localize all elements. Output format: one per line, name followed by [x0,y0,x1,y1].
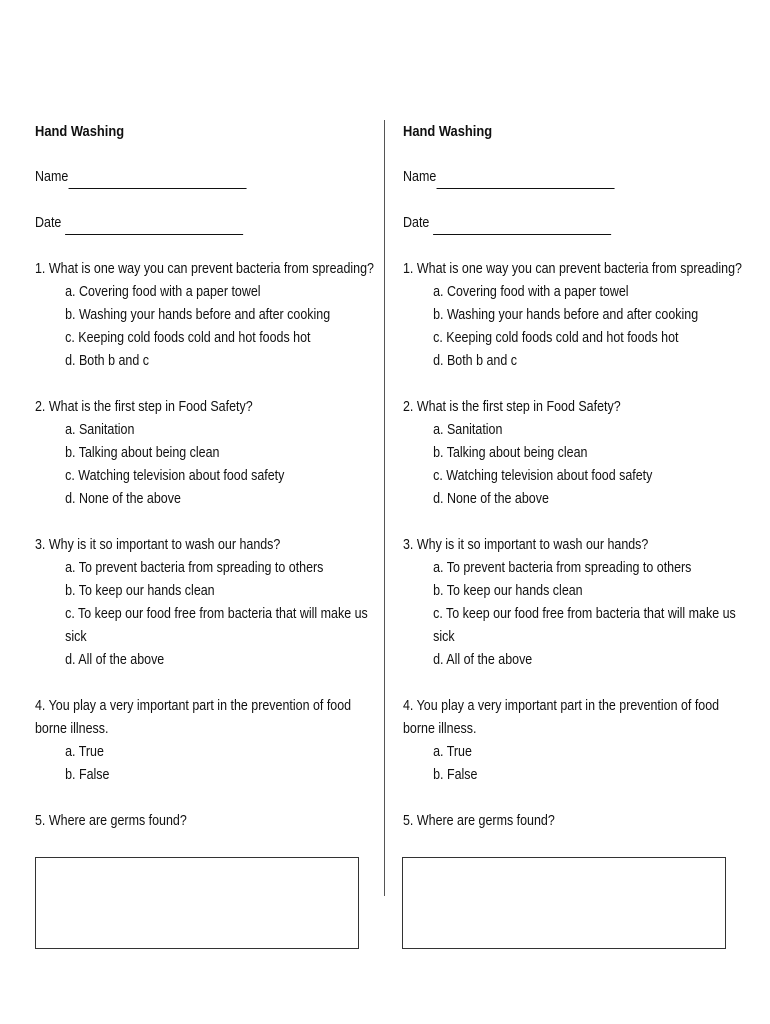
worksheet-title: Hand Washing [35,123,125,140]
answer-options [403,281,747,373]
option-c[interactable]: c. Keeping cold foods cold and hot foods hot [433,330,679,346]
answer-options [35,557,379,672]
option-c[interactable]: c. Keeping cold foods cold and hot foods hot [65,330,311,346]
date-line[interactable] [65,218,243,235]
option-b[interactable]: b. False [65,767,110,783]
option-a[interactable]: a. Sanitation [433,422,503,438]
answer-options [35,741,379,787]
question-text: 2. What is the first step in Food Safety? [35,399,253,415]
question-text: 1. What is one way you can prevent bacteria from spreading? [403,261,742,277]
option-d[interactable]: d. Both b and c [433,353,517,369]
answer-options [35,419,379,511]
worksheet-left [35,120,379,856]
question-2 [35,396,379,511]
answer-box[interactable] [35,857,359,949]
option-c[interactable]: c. To keep our food free from bacteria that will make us sick [65,606,368,645]
question-text: 4. You play a very important part in the prevention of food borne illness. [35,698,352,737]
question-4 [35,695,379,787]
option-a[interactable]: a. True [65,744,104,760]
question-3 [403,534,747,672]
option-b[interactable]: b. To keep our hands clean [65,583,215,599]
option-d[interactable]: d. All of the above [65,652,165,668]
name-label: Name [35,169,69,185]
answer-options [403,419,747,511]
option-d[interactable]: d. Both b and c [65,353,149,369]
name-line[interactable] [436,172,614,189]
option-b[interactable]: b. False [433,767,478,783]
option-b[interactable]: b. Talking about being clean [65,445,220,461]
option-d[interactable]: d. None of the above [433,491,549,507]
worksheet-title: Hand Washing [403,123,493,140]
option-d[interactable]: d. All of the above [433,652,533,668]
question-5 [403,810,747,833]
question-text: 5. Where are germs found? [35,813,187,829]
question-text: 5. Where are germs found? [403,813,555,829]
answer-options [403,741,747,787]
option-a[interactable]: a. To prevent bacteria from spreading to others [433,560,692,576]
question-text: 3. Why is it so important to wash our hands? [35,537,281,553]
option-b[interactable]: b. To keep our hands clean [433,583,583,599]
name-field[interactable] [35,166,379,189]
date-label: Date [403,215,430,231]
worksheet-right [403,120,747,856]
date-field[interactable] [403,212,747,235]
option-a[interactable]: a. Sanitation [65,422,135,438]
question-text: 2. What is the first step in Food Safety? [403,399,621,415]
answer-options [403,557,747,672]
name-field[interactable] [403,166,747,189]
date-label: Date [35,215,62,231]
option-b[interactable]: b. Washing your hands before and after cooking [65,307,331,323]
option-a[interactable]: a. Covering food with a paper towel [433,284,629,300]
name-line[interactable] [68,172,246,189]
question-3 [35,534,379,672]
column-divider [384,120,385,896]
option-a[interactable]: a. True [433,744,472,760]
name-label: Name [403,169,437,185]
answer-box[interactable] [402,857,726,949]
option-c[interactable]: c. Watching television about food safety [65,468,285,484]
option-a[interactable]: a. Covering food with a paper towel [65,284,261,300]
date-line[interactable] [433,218,611,235]
option-a[interactable]: a. To prevent bacteria from spreading to others [65,560,324,576]
question-1 [403,258,747,373]
option-c[interactable]: c. Watching television about food safety [433,468,653,484]
option-c[interactable]: c. To keep our food free from bacteria that will make us sick [433,606,736,645]
option-b[interactable]: b. Talking about being clean [433,445,588,461]
question-text: 4. You play a very important part in the prevention of food borne illness. [403,698,720,737]
option-d[interactable]: d. None of the above [65,491,181,507]
question-2 [403,396,747,511]
question-text: 3. Why is it so important to wash our hands? [403,537,649,553]
answer-options [35,281,379,373]
question-text: 1. What is one way you can prevent bacteria from spreading? [35,261,374,277]
question-5 [35,810,379,833]
question-4 [403,695,747,787]
date-field[interactable] [35,212,379,235]
question-1 [35,258,379,373]
option-b[interactable]: b. Washing your hands before and after cooking [433,307,699,323]
